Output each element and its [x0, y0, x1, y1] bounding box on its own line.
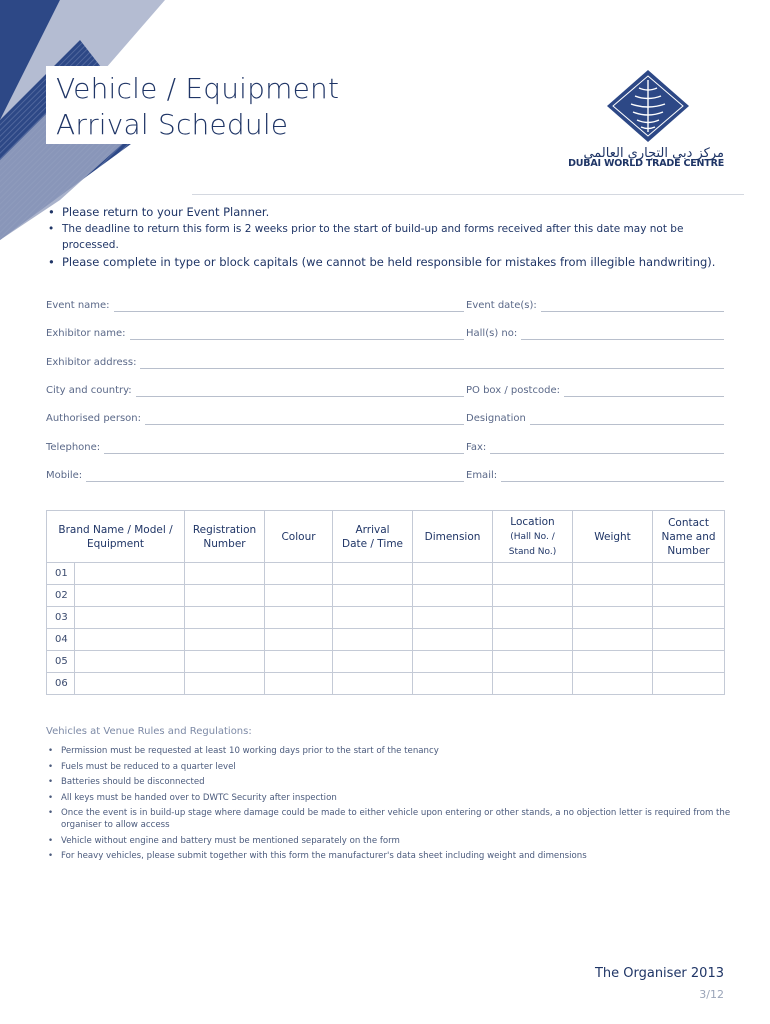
registration-cell[interactable]: [185, 629, 265, 651]
rule-item: • Vehicle without engine and battery must be mentioned separately on the form: [48, 835, 738, 847]
brand-cell[interactable]: [75, 673, 185, 695]
arrival-cell[interactable]: [333, 629, 413, 651]
designation-field[interactable]: [466, 409, 724, 425]
weight-cell[interactable]: [573, 563, 653, 585]
registration-cell[interactable]: [185, 607, 265, 629]
brand-cell[interactable]: [75, 563, 185, 585]
po-box-label: PO box / postcode:: [466, 385, 560, 396]
contact-cell[interactable]: [653, 585, 725, 607]
email-label: Email:: [466, 470, 498, 481]
col-header-weight: Weight: [573, 511, 653, 563]
rules-list: [48, 745, 738, 866]
arrival-schedule-table: [46, 510, 725, 695]
dimension-cell[interactable]: [413, 563, 493, 585]
table-row: [47, 607, 725, 629]
rule-item: • Once the event is in build-up stage where damage could be made to either vehicle upon entering or other stands, a no objection letter is required from the organiser to allow access: [48, 807, 738, 831]
rules-heading: Vehicles at Venue Rules and Regulations:: [46, 726, 252, 737]
col-header-location: Location (Hall No. / Stand No.): [493, 511, 573, 563]
po-box-field[interactable]: [466, 381, 724, 397]
registration-cell[interactable]: [185, 673, 265, 695]
logo-arabic-name: مركز دبي التجاري العالمي: [583, 146, 724, 161]
dwtc-emblem-icon: [605, 68, 691, 144]
rule-item: • Fuels must be reduced to a quarter level: [48, 761, 738, 773]
mobile-label: Mobile:: [46, 470, 83, 481]
weight-cell[interactable]: [573, 651, 653, 673]
col-header-arrival: Arrival Date / Time: [333, 511, 413, 563]
arrival-cell[interactable]: [333, 607, 413, 629]
telephone-label: Telephone:: [46, 442, 101, 453]
rule-item: • Permission must be requested at least 10 working days prior to the start of the tenancy: [48, 745, 738, 757]
row-number: 05: [47, 651, 75, 673]
brand-cell[interactable]: [75, 651, 185, 673]
exhibitor-address-label: Exhibitor address:: [46, 357, 137, 368]
authorised-person-label: Authorised person:: [46, 413, 141, 424]
arrival-cell[interactable]: [333, 673, 413, 695]
instruction-item: • Please return to your Event Planner.: [48, 204, 738, 221]
table-row: [47, 629, 725, 651]
colour-cell[interactable]: [265, 629, 333, 651]
event-dates-label: Event date(s):: [466, 300, 537, 311]
designation-label: Designation: [466, 413, 526, 424]
row-number: 01: [47, 563, 75, 585]
footer-title: The Organiser 2013: [594, 966, 724, 981]
table-row: [47, 651, 725, 673]
location-cell[interactable]: [493, 563, 573, 585]
arrival-cell[interactable]: [333, 651, 413, 673]
weight-cell[interactable]: [573, 629, 653, 651]
instruction-item: • Please complete in type or block capitals (we cannot be held responsible for mistakes from illegible handwriting).: [48, 254, 738, 271]
contact-cell[interactable]: [653, 563, 725, 585]
location-cell[interactable]: [493, 629, 573, 651]
halls-no-field[interactable]: [466, 324, 724, 340]
col-header-registration: Registration Number: [185, 511, 265, 563]
logo-english-name: DUBAI WORLD TRADE CENTRE: [568, 158, 724, 169]
contact-cell[interactable]: [653, 651, 725, 673]
row-number: 02: [47, 585, 75, 607]
colour-cell[interactable]: [265, 585, 333, 607]
col-header-colour: Colour: [265, 511, 333, 563]
instruction-item: • The deadline to return this form is 2 weeks prior to the start of build-up and forms received after this date may not be processed.: [48, 221, 738, 254]
page-title-line-2: Arrival Schedule: [56, 108, 289, 141]
page-title-line-1: Vehicle / Equipment: [56, 72, 340, 105]
brand-cell[interactable]: [75, 585, 185, 607]
contact-cell[interactable]: [653, 673, 725, 695]
col-header-contact: Contact Name and Number: [653, 511, 725, 563]
weight-cell[interactable]: [573, 585, 653, 607]
registration-cell[interactable]: [185, 585, 265, 607]
weight-cell[interactable]: [573, 673, 653, 695]
fax-label: Fax:: [466, 442, 487, 453]
exhibitor-address-field[interactable]: [46, 353, 724, 369]
authorised-person-field[interactable]: [46, 409, 464, 425]
weight-cell[interactable]: [573, 607, 653, 629]
rule-item: • For heavy vehicles, please submit together with this form the manufacturer's data sheet including weight and dimensions: [48, 850, 738, 862]
colour-cell[interactable]: [265, 651, 333, 673]
event-dates-field[interactable]: [466, 296, 724, 312]
location-cell[interactable]: [493, 607, 573, 629]
brand-cell[interactable]: [75, 629, 185, 651]
location-cell[interactable]: [493, 673, 573, 695]
table-header-row: [47, 511, 725, 563]
exhibitor-name-field[interactable]: [46, 324, 464, 340]
email-field[interactable]: [466, 466, 724, 482]
brand-cell[interactable]: [75, 607, 185, 629]
registration-cell[interactable]: [185, 563, 265, 585]
instructions-list: [48, 204, 738, 270]
table-row: [47, 563, 725, 585]
rule-item: • Batteries should be disconnected: [48, 776, 738, 788]
dimension-cell[interactable]: [413, 629, 493, 651]
location-cell[interactable]: [493, 585, 573, 607]
rule-item: • All keys must be handed over to DWTC Security after inspection: [48, 792, 738, 804]
dimension-cell[interactable]: [413, 651, 493, 673]
location-cell[interactable]: [493, 651, 573, 673]
table-row: [47, 673, 725, 695]
colour-cell[interactable]: [265, 563, 333, 585]
city-country-field[interactable]: [46, 381, 464, 397]
fax-field[interactable]: [466, 438, 724, 454]
colour-cell[interactable]: [265, 607, 333, 629]
event-name-label: Event name:: [46, 300, 110, 311]
header-divider: [192, 194, 744, 195]
halls-no-label: Hall(s) no:: [466, 328, 518, 339]
registration-cell[interactable]: [185, 651, 265, 673]
arrival-cell[interactable]: [333, 563, 413, 585]
telephone-field[interactable]: [46, 438, 464, 454]
contact-cell[interactable]: [653, 607, 725, 629]
exhibitor-name-label: Exhibitor name:: [46, 328, 126, 339]
table-row: [47, 585, 725, 607]
page-number: 3/12: [699, 988, 724, 1001]
row-number: 03: [47, 607, 75, 629]
dimension-cell[interactable]: [413, 585, 493, 607]
colour-cell[interactable]: [265, 673, 333, 695]
arrival-cell[interactable]: [333, 585, 413, 607]
col-header-brand: Brand Name / Model / Equipment: [47, 511, 185, 563]
event-name-field[interactable]: [46, 296, 464, 312]
dimension-cell[interactable]: [413, 673, 493, 695]
mobile-field[interactable]: [46, 466, 464, 482]
row-number: 06: [47, 673, 75, 695]
row-number: 04: [47, 629, 75, 651]
contact-cell[interactable]: [653, 629, 725, 651]
col-header-dimension: Dimension: [413, 511, 493, 563]
city-country-label: City and country:: [46, 385, 132, 396]
dimension-cell[interactable]: [413, 607, 493, 629]
